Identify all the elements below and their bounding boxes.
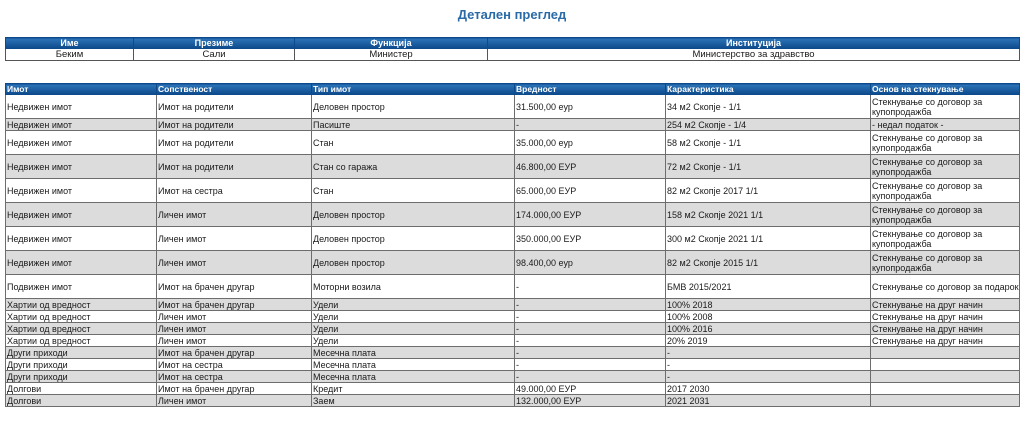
- table-row: [6, 383, 1020, 395]
- cell-characteristic: 100% 2016: [666, 323, 871, 335]
- header-value: Вредност: [515, 84, 666, 95]
- header-institution: Институција: [488, 38, 1020, 49]
- cell-ownership: Личен имот: [157, 227, 312, 251]
- person-institution: Министерство за здравство: [488, 49, 1020, 61]
- cell-characteristic: 20% 2019: [666, 335, 871, 347]
- table-row: [6, 179, 1020, 203]
- cell-characteristic: 2021 2031: [666, 395, 871, 407]
- cell-value: 65.000,00 ЕУР: [515, 179, 666, 203]
- cell-asset: Недвижен имот: [6, 227, 157, 251]
- cell-characteristic: 34 м2 Скопје - 1/1: [666, 95, 871, 119]
- cell-asset: Недвижен имот: [6, 203, 157, 227]
- cell-characteristic: -: [666, 371, 871, 383]
- cell-ownership: Личен имот: [157, 323, 312, 335]
- cell-acquisition: - недал податок -: [871, 119, 1020, 131]
- cell-asset-type: Месечна плата: [312, 347, 515, 359]
- cell-acquisition: Стекнување на друг начин: [871, 323, 1020, 335]
- header-asset-type: Тип имот: [312, 84, 515, 95]
- cell-ownership: Личен имот: [157, 203, 312, 227]
- cell-acquisition: Стекнување со договор за купопродажба: [871, 179, 1020, 203]
- cell-asset: Недвижен имот: [6, 95, 157, 119]
- cell-characteristic: -: [666, 347, 871, 359]
- table-row: [6, 347, 1020, 359]
- table-row: [6, 311, 1020, 323]
- cell-value: -: [515, 311, 666, 323]
- cell-value: 350.000,00 ЕУР: [515, 227, 666, 251]
- cell-asset-type: Деловен простор: [312, 227, 515, 251]
- cell-ownership: Имот на родители: [157, 95, 312, 119]
- cell-asset-type: Стан: [312, 179, 515, 203]
- cell-characteristic: 100% 2018: [666, 299, 871, 311]
- header-function: Функција: [295, 38, 488, 49]
- assets-header-row: [6, 84, 1020, 95]
- cell-asset: Недвижен имот: [6, 179, 157, 203]
- cell-characteristic: 82 м2 Скопје 2017 1/1: [666, 179, 871, 203]
- table-row: [6, 95, 1020, 119]
- cell-asset: Недвижен имот: [6, 131, 157, 155]
- cell-value: -: [515, 371, 666, 383]
- cell-acquisition: Стекнување со договор за купопродажба: [871, 155, 1020, 179]
- cell-asset-type: Деловен простор: [312, 251, 515, 275]
- cell-asset: Недвижен имот: [6, 119, 157, 131]
- cell-acquisition: Стекнување со договор за купопродажба: [871, 203, 1020, 227]
- table-row: [6, 119, 1020, 131]
- person-surname: Сали: [134, 49, 295, 61]
- table-row: [6, 359, 1020, 371]
- cell-asset-type: Удели: [312, 299, 515, 311]
- cell-asset-type: Стан: [312, 131, 515, 155]
- table-row: [6, 251, 1020, 275]
- cell-acquisition: Стекнување на друг начин: [871, 335, 1020, 347]
- cell-acquisition: Стекнување со договор за купопродажба: [871, 95, 1020, 119]
- cell-characteristic: 72 м2 Скопје - 1/1: [666, 155, 871, 179]
- cell-ownership: Имот на брачен другар: [157, 383, 312, 395]
- cell-ownership: Личен имот: [157, 335, 312, 347]
- cell-asset: Недвижен имот: [6, 155, 157, 179]
- cell-asset: Хартии од вредност: [6, 323, 157, 335]
- person-row: [6, 49, 1020, 61]
- cell-characteristic: -: [666, 359, 871, 371]
- cell-ownership: Личен имот: [157, 311, 312, 323]
- table-row: [6, 323, 1020, 335]
- cell-acquisition: Стекнување на друг начин: [871, 311, 1020, 323]
- cell-asset-type: Стан со гаража: [312, 155, 515, 179]
- cell-asset-type: Заем: [312, 395, 515, 407]
- cell-asset: Хартии од вредност: [6, 335, 157, 347]
- cell-asset-type: Кредит: [312, 383, 515, 395]
- table-row: [6, 395, 1020, 407]
- cell-value: -: [515, 299, 666, 311]
- header-asset: Имот: [6, 84, 157, 95]
- table-row: [6, 275, 1020, 299]
- table-row: [6, 371, 1020, 383]
- cell-value: -: [515, 119, 666, 131]
- cell-value: 49.000,00 ЕУР: [515, 383, 666, 395]
- cell-asset: Долгови: [6, 395, 157, 407]
- table-row: [6, 299, 1020, 311]
- cell-asset: Хартии од вредност: [6, 311, 157, 323]
- cell-asset-type: Удели: [312, 323, 515, 335]
- cell-ownership: Личен имот: [157, 395, 312, 407]
- cell-asset-type: Месечна плата: [312, 359, 515, 371]
- cell-value: -: [515, 275, 666, 299]
- cell-asset: Други приходи: [6, 371, 157, 383]
- cell-value: -: [515, 359, 666, 371]
- cell-acquisition: Стекнување со договор за купопродажба: [871, 251, 1020, 275]
- cell-characteristic: 254 м2 Скопје - 1/4: [666, 119, 871, 131]
- table-row: [6, 227, 1020, 251]
- cell-acquisition: Стекнување со договор за купопродажба: [871, 131, 1020, 155]
- table-row: [6, 203, 1020, 227]
- page-title: Детален преглед: [457, 7, 567, 22]
- cell-value: 174.000,00 ЕУР: [515, 203, 666, 227]
- cell-characteristic: 158 м2 Скопје 2021 1/1: [666, 203, 871, 227]
- header-surname: Презиме: [134, 38, 295, 49]
- header-ownership: Сопственост: [157, 84, 312, 95]
- cell-characteristic: 82 м2 Скопје 2015 1/1: [666, 251, 871, 275]
- person-function: Министер: [295, 49, 488, 61]
- cell-ownership: Имот на брачен другар: [157, 299, 312, 311]
- person-table: [5, 37, 1020, 61]
- cell-asset: Други приходи: [6, 347, 157, 359]
- cell-ownership: Личен имот: [157, 251, 312, 275]
- cell-characteristic: 2017 2030: [666, 383, 871, 395]
- cell-value: 132.000,00 ЕУР: [515, 395, 666, 407]
- cell-characteristic: 58 м2 Скопје - 1/1: [666, 131, 871, 155]
- cell-acquisition: Стекнување на друг начин: [871, 299, 1020, 311]
- cell-ownership: Имот на брачен другар: [157, 275, 312, 299]
- cell-value: -: [515, 347, 666, 359]
- cell-ownership: Имот на сестра: [157, 359, 312, 371]
- person-header-row: [6, 38, 1020, 49]
- cell-acquisition: [871, 359, 1020, 371]
- cell-value: -: [515, 323, 666, 335]
- cell-asset-type: Месечна плата: [312, 371, 515, 383]
- table-row: [6, 155, 1020, 179]
- cell-characteristic: 100% 2008: [666, 311, 871, 323]
- table-row: [6, 131, 1020, 155]
- cell-asset: Хартии од вредност: [6, 299, 157, 311]
- cell-asset-type: Деловен простор: [312, 95, 515, 119]
- person-name: Беким: [6, 49, 134, 61]
- cell-acquisition: [871, 371, 1020, 383]
- cell-acquisition: [871, 395, 1020, 407]
- header-name: Име: [6, 38, 134, 49]
- cell-acquisition: Стекнување со договор за подарок: [871, 275, 1020, 299]
- header-acquisition: Основ на стекнување: [871, 84, 1020, 95]
- cell-value: 46.800,00 ЕУР: [515, 155, 666, 179]
- cell-asset: Долгови: [6, 383, 157, 395]
- cell-ownership: Имот на родители: [157, 131, 312, 155]
- cell-asset: Подвижен имот: [6, 275, 157, 299]
- header-characteristic: Карактеристика: [666, 84, 871, 95]
- cell-value: 35.000,00 еур: [515, 131, 666, 155]
- cell-value: 31.500,00 еур: [515, 95, 666, 119]
- table-row: [6, 335, 1020, 347]
- cell-asset-type: Удели: [312, 311, 515, 323]
- cell-asset-type: Деловен простор: [312, 203, 515, 227]
- assets-table: [5, 83, 1020, 407]
- cell-ownership: Имот на брачен другар: [157, 347, 312, 359]
- cell-acquisition: [871, 383, 1020, 395]
- cell-acquisition: Стекнување со договор за купопродажба: [871, 227, 1020, 251]
- cell-ownership: Имот на сестра: [157, 371, 312, 383]
- cell-value: -: [515, 335, 666, 347]
- cell-ownership: Имот на родители: [157, 155, 312, 179]
- cell-characteristic: БМВ 2015/2021: [666, 275, 871, 299]
- cell-acquisition: [871, 347, 1020, 359]
- cell-asset: Други приходи: [6, 359, 157, 371]
- cell-asset-type: Пасиште: [312, 119, 515, 131]
- cell-characteristic: 300 м2 Скопје 2021 1/1: [666, 227, 871, 251]
- cell-asset: Недвижен имот: [6, 251, 157, 275]
- cell-asset-type: Удели: [312, 335, 515, 347]
- cell-ownership: Имот на сестра: [157, 179, 312, 203]
- cell-value: 98.400,00 еур: [515, 251, 666, 275]
- cell-asset-type: Моторни возила: [312, 275, 515, 299]
- cell-ownership: Имот на родители: [157, 119, 312, 131]
